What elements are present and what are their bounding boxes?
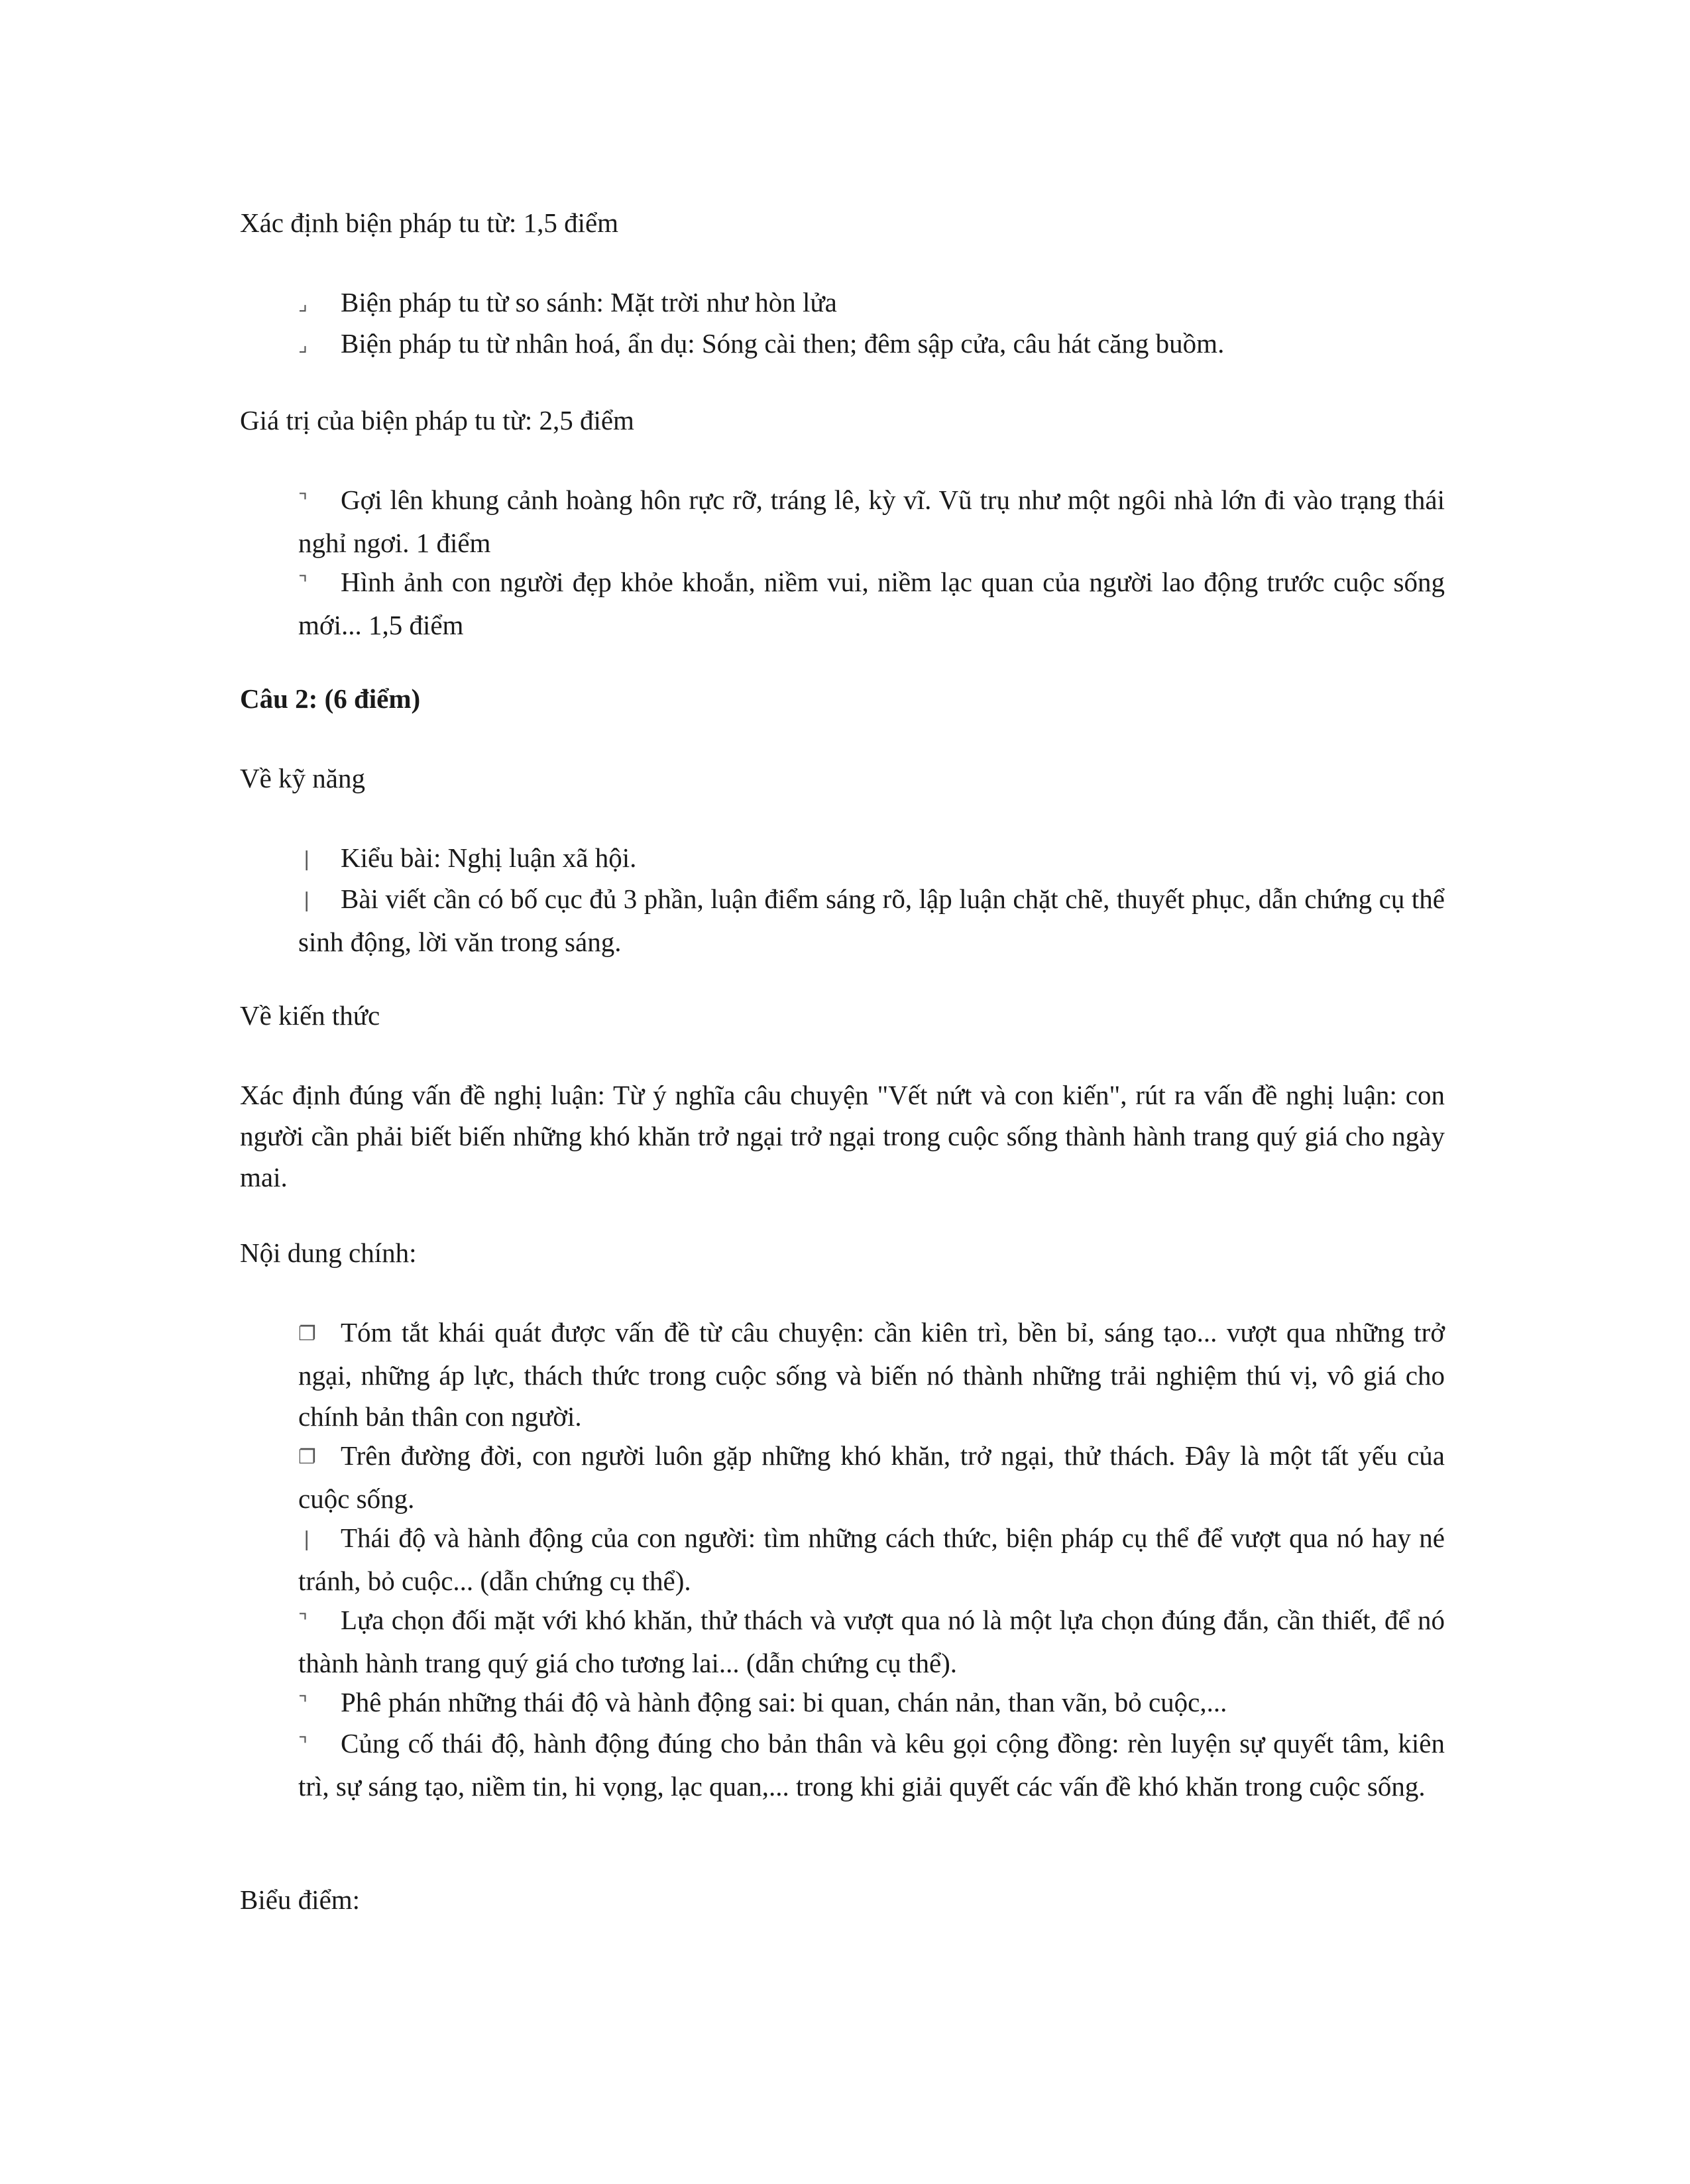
- bullet-icon: ❘: [298, 848, 315, 871]
- section-rhetoric-identify: Xác định biện pháp tu từ: 1,5 điểm: [240, 207, 619, 238]
- list-item-text: Củng cố thái độ, hành động đúng cho bản thân và kêu gọi cộng đồng: rèn luyện sự quyết tâm, kiên trì, sự sáng tạo, niềm tin, hi vọng, lạc quan,... trong khi giải quyết các vấn đề khó khăn trong cuộc sống.: [298, 1728, 1445, 1802]
- list-item-text: Kiểu bài: Nghị luận xã hội.: [341, 842, 637, 873]
- bullet-icon: ⌝: [298, 1692, 308, 1715]
- argument-statement: Xác định đúng vấn đề nghị luận: Từ ý nghĩa câu chuyện "Vết nứt và con kiến", rút ra vấn đề nghị luận: con người cần phải biết biến những khó khăn trở ngại trở ngại trong cuộc sống thành hành trang quý giá cho ngày mai.: [240, 1080, 1445, 1192]
- bullet-icon: ⌝: [298, 1610, 308, 1633]
- list-item: [298, 1599, 1445, 1684]
- list-item: [298, 1435, 1445, 1519]
- list-item: [298, 1312, 1445, 1437]
- list-item-text: Bài viết cần có bố cục đủ 3 phần, luận điểm sáng rõ, lập luận chặt chẽ, thuyết phục, dẫn chứng cụ thể sinh động, lời văn trong sáng.: [298, 884, 1445, 957]
- list-item-text: Biện pháp tu từ so sánh: Mặt trời như hòn lửa: [341, 287, 837, 317]
- bullet-icon: ⌝: [298, 1733, 308, 1756]
- section-scoring: Biểu điểm:: [240, 1884, 361, 1915]
- list-item: [298, 323, 1445, 366]
- list-item-text: Trên đường đời, con người luôn gặp những khó khăn, trở ngại, thử thách. Đây là một tất yếu của cuộc sống.: [298, 1440, 1445, 1514]
- list-item-text: Tóm tắt khái quát được vấn đề từ câu chuyện: cần kiên trì, bền bỉ, sáng tạo... vượt qua những trở ngại, những áp lực, thách thức trong cuộc sống và biến nó thành những trải nghiệm thú vị, vô giá cho chính bản thân con người.: [298, 1317, 1445, 1432]
- list-item-text: Gợi lên khung cảnh hoàng hôn rực rỡ, tráng lê, kỳ vĩ. Vũ trụ như một ngôi nhà lớn đi vào trạng thái nghỉ ngơi. 1 điểm: [298, 485, 1445, 558]
- section-main-content: Nội dung chính:: [240, 1237, 417, 1268]
- bullet-icon: ⌟: [298, 292, 308, 316]
- bullet-icon: ⌝: [298, 572, 308, 595]
- list-item-text: Hình ảnh con người đẹp khỏe khoắn, niềm vui, niềm lạc quan của người lao động trước cuộc sống mới... 1,5 điểm: [298, 567, 1445, 640]
- list-item: [298, 878, 1445, 962]
- list-item: [298, 479, 1445, 563]
- section-knowledge: Về kiến thức: [240, 1000, 380, 1031]
- bullet-icon: ⌝: [298, 490, 308, 513]
- section-skills: Về kỹ năng: [240, 763, 366, 793]
- list-item: [298, 561, 1445, 646]
- bullet-icon: ❘: [298, 889, 315, 912]
- question-heading: Câu 2: (6 điểm): [240, 683, 421, 714]
- list-item: [298, 1723, 1445, 1807]
- bullet-icon: ⌟: [298, 333, 308, 357]
- list-item-text: Biện pháp tu từ nhân hoá, ẩn dụ: Sóng cài then; đêm sập cửa, câu hát căng buồm.: [341, 328, 1225, 359]
- list-item: [298, 1517, 1445, 1601]
- list-item-text: Thái độ và hành động của con người: tìm những cách thức, biện pháp cụ thể để vượt qua nó hay né tránh, bỏ cuộc... (dẫn chứng cụ thể).: [298, 1523, 1445, 1596]
- list-item-text: Phê phán những thái độ và hành động sai: bi quan, chán nản, than vãn, bỏ cuộc,...: [341, 1687, 1227, 1717]
- list-item-text: Lựa chọn đối mặt với khó khăn, thử thách và vượt qua nó là một lựa chọn đúng đắn, cần thiết, để nó thành hành trang quý giá cho tương lai... (dẫn chứng cụ thể).: [298, 1605, 1445, 1678]
- bullet-icon: ❘: [298, 1528, 315, 1551]
- list-item: [298, 837, 1445, 880]
- section-rhetoric-value: Giá trị của biện pháp tu từ: 2,5 điểm: [240, 405, 634, 435]
- bullet-icon: ❐: [298, 1322, 316, 1346]
- list-item: [298, 1682, 1445, 1725]
- list-item: [298, 282, 1445, 325]
- bullet-icon: ❐: [298, 1446, 316, 1469]
